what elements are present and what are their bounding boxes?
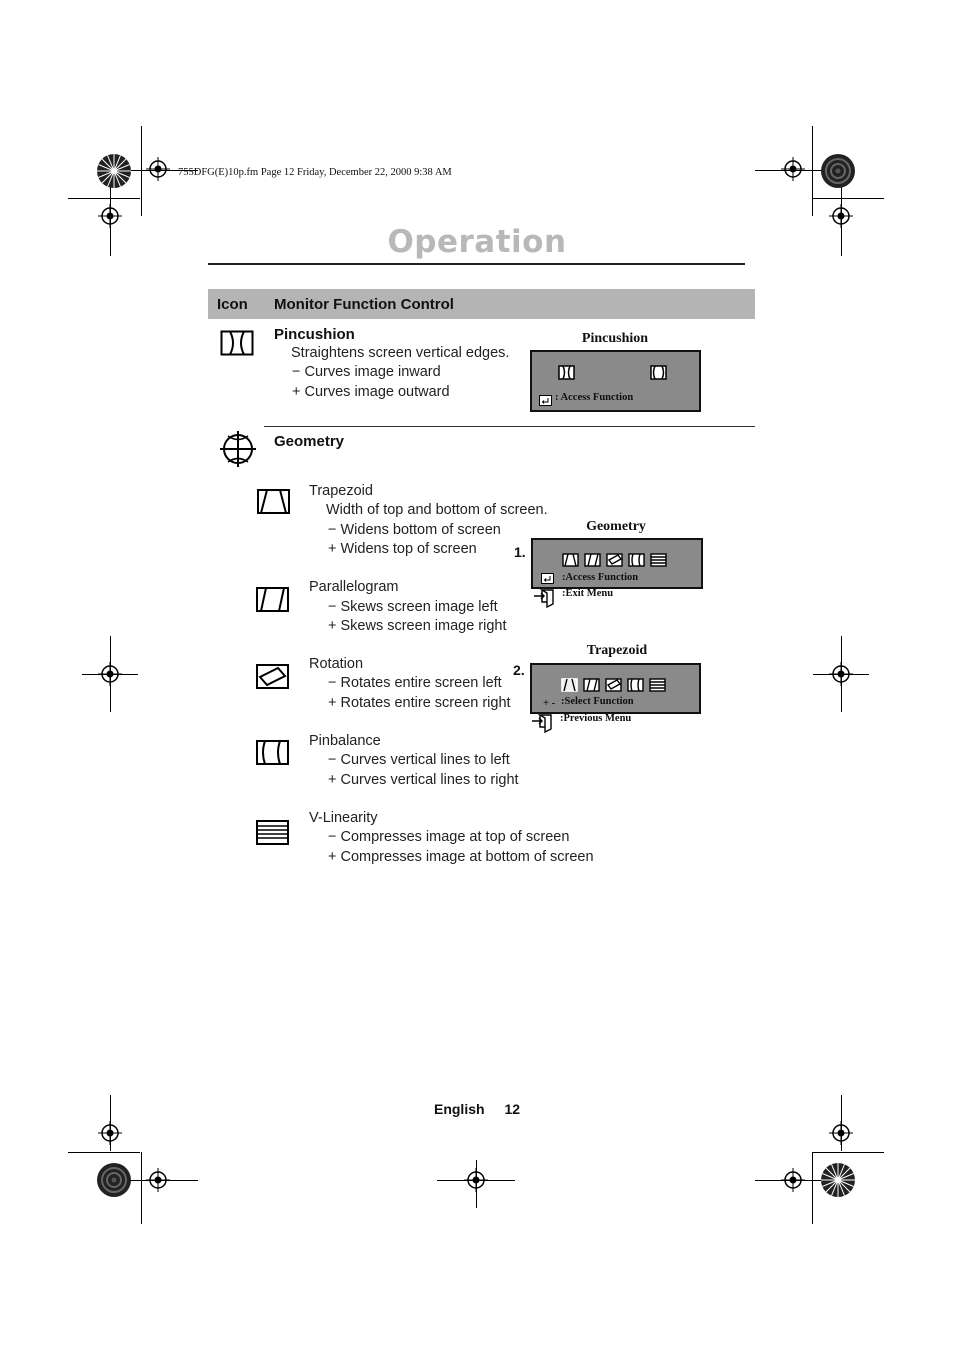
pinbalance-name: Pinbalance: [309, 733, 381, 749]
trapezoid-minus: − Widens bottom of screen: [328, 522, 501, 538]
footer-language: English: [433, 1101, 485, 1117]
trapezoid-panel-select: :Select Function: [561, 696, 634, 707]
geometry-panel-access: :Access Function: [562, 572, 639, 583]
v-linearity-minus: − Compresses image at top of screen: [328, 829, 570, 845]
file-info-header: 755DFG(E)10p.fm Page 12 Friday, December 22, 2000 9:38 AM: [178, 167, 452, 178]
trapezoid-name: Trapezoid: [309, 483, 373, 499]
trapezoid-icon: [257, 489, 291, 515]
rotation-plus: + Rotates entire screen right: [328, 695, 511, 711]
pinbalance-minus: − Curves vertical lines to left: [328, 752, 510, 768]
pinbalance-plus: + Curves vertical lines to right: [328, 772, 519, 788]
parallelogram-name: Parallelogram: [309, 579, 399, 595]
trapezoid-panel-title: Trapezoid: [586, 643, 648, 658]
v-linearity-icon: [256, 820, 290, 846]
parallelogram-plus: + Skews screen image right: [328, 618, 507, 634]
trapezoid-description: Width of top and bottom of screen.: [326, 502, 548, 518]
trapezoid-plus: + Widens top of screen: [328, 541, 477, 557]
geometry-submenu-icons: [562, 553, 672, 568]
enter-key-icon: [541, 573, 554, 584]
geometry-panel-exit: :Exit Menu: [562, 588, 614, 599]
geometry-panel-title: Geometry: [586, 519, 646, 534]
rotation-icon: [256, 664, 290, 690]
pinbalance-icon: [256, 740, 290, 766]
plus-minus-keys: + -: [543, 698, 556, 709]
trapezoid-submenu-icons: [561, 678, 671, 693]
pincushion-panel-access: : Access Function: [555, 392, 634, 403]
column-header-function: Monitor Function Control: [274, 296, 454, 313]
geometry-title: Geometry: [274, 433, 345, 450]
footer-page-number: 12: [504, 1101, 521, 1117]
trapezoid-panel-previous: :Previous Menu: [560, 713, 632, 724]
enter-key-icon: [539, 395, 552, 406]
pincushion-minus: − Curves image inward: [292, 364, 441, 380]
rotation-name: Rotation: [309, 656, 364, 672]
section-separator: [264, 426, 755, 427]
pincushion-outward-icon: [650, 365, 668, 381]
geometry-icon: [219, 430, 257, 468]
pincushion-description: Straightens screen vertical edges.: [291, 345, 510, 361]
step-2-label: 2.: [513, 662, 525, 678]
parallelogram-icon: [256, 587, 290, 613]
v-linearity-name: V-Linearity: [309, 810, 378, 826]
column-header-icon: Icon: [217, 296, 248, 313]
page-footer: [0, 1101, 954, 1117]
exit-door-icon: [534, 588, 556, 608]
pincushion-title: Pincushion: [274, 326, 355, 343]
pincushion-plus: + Curves image outward: [292, 384, 450, 400]
title-rule: [208, 263, 745, 265]
pincushion-panel-title: Pincushion: [581, 331, 649, 346]
pincushion-inward-icon: [558, 365, 576, 381]
parallelogram-minus: − Skews screen image left: [328, 599, 498, 615]
v-linearity-plus: + Compresses image at bottom of screen: [328, 849, 594, 865]
rotation-minus: − Rotates entire screen left: [328, 675, 502, 691]
page-title: Operation: [387, 224, 567, 260]
pincushion-icon: [220, 330, 254, 356]
step-1-label: 1.: [514, 544, 526, 560]
exit-door-icon: [532, 713, 554, 733]
